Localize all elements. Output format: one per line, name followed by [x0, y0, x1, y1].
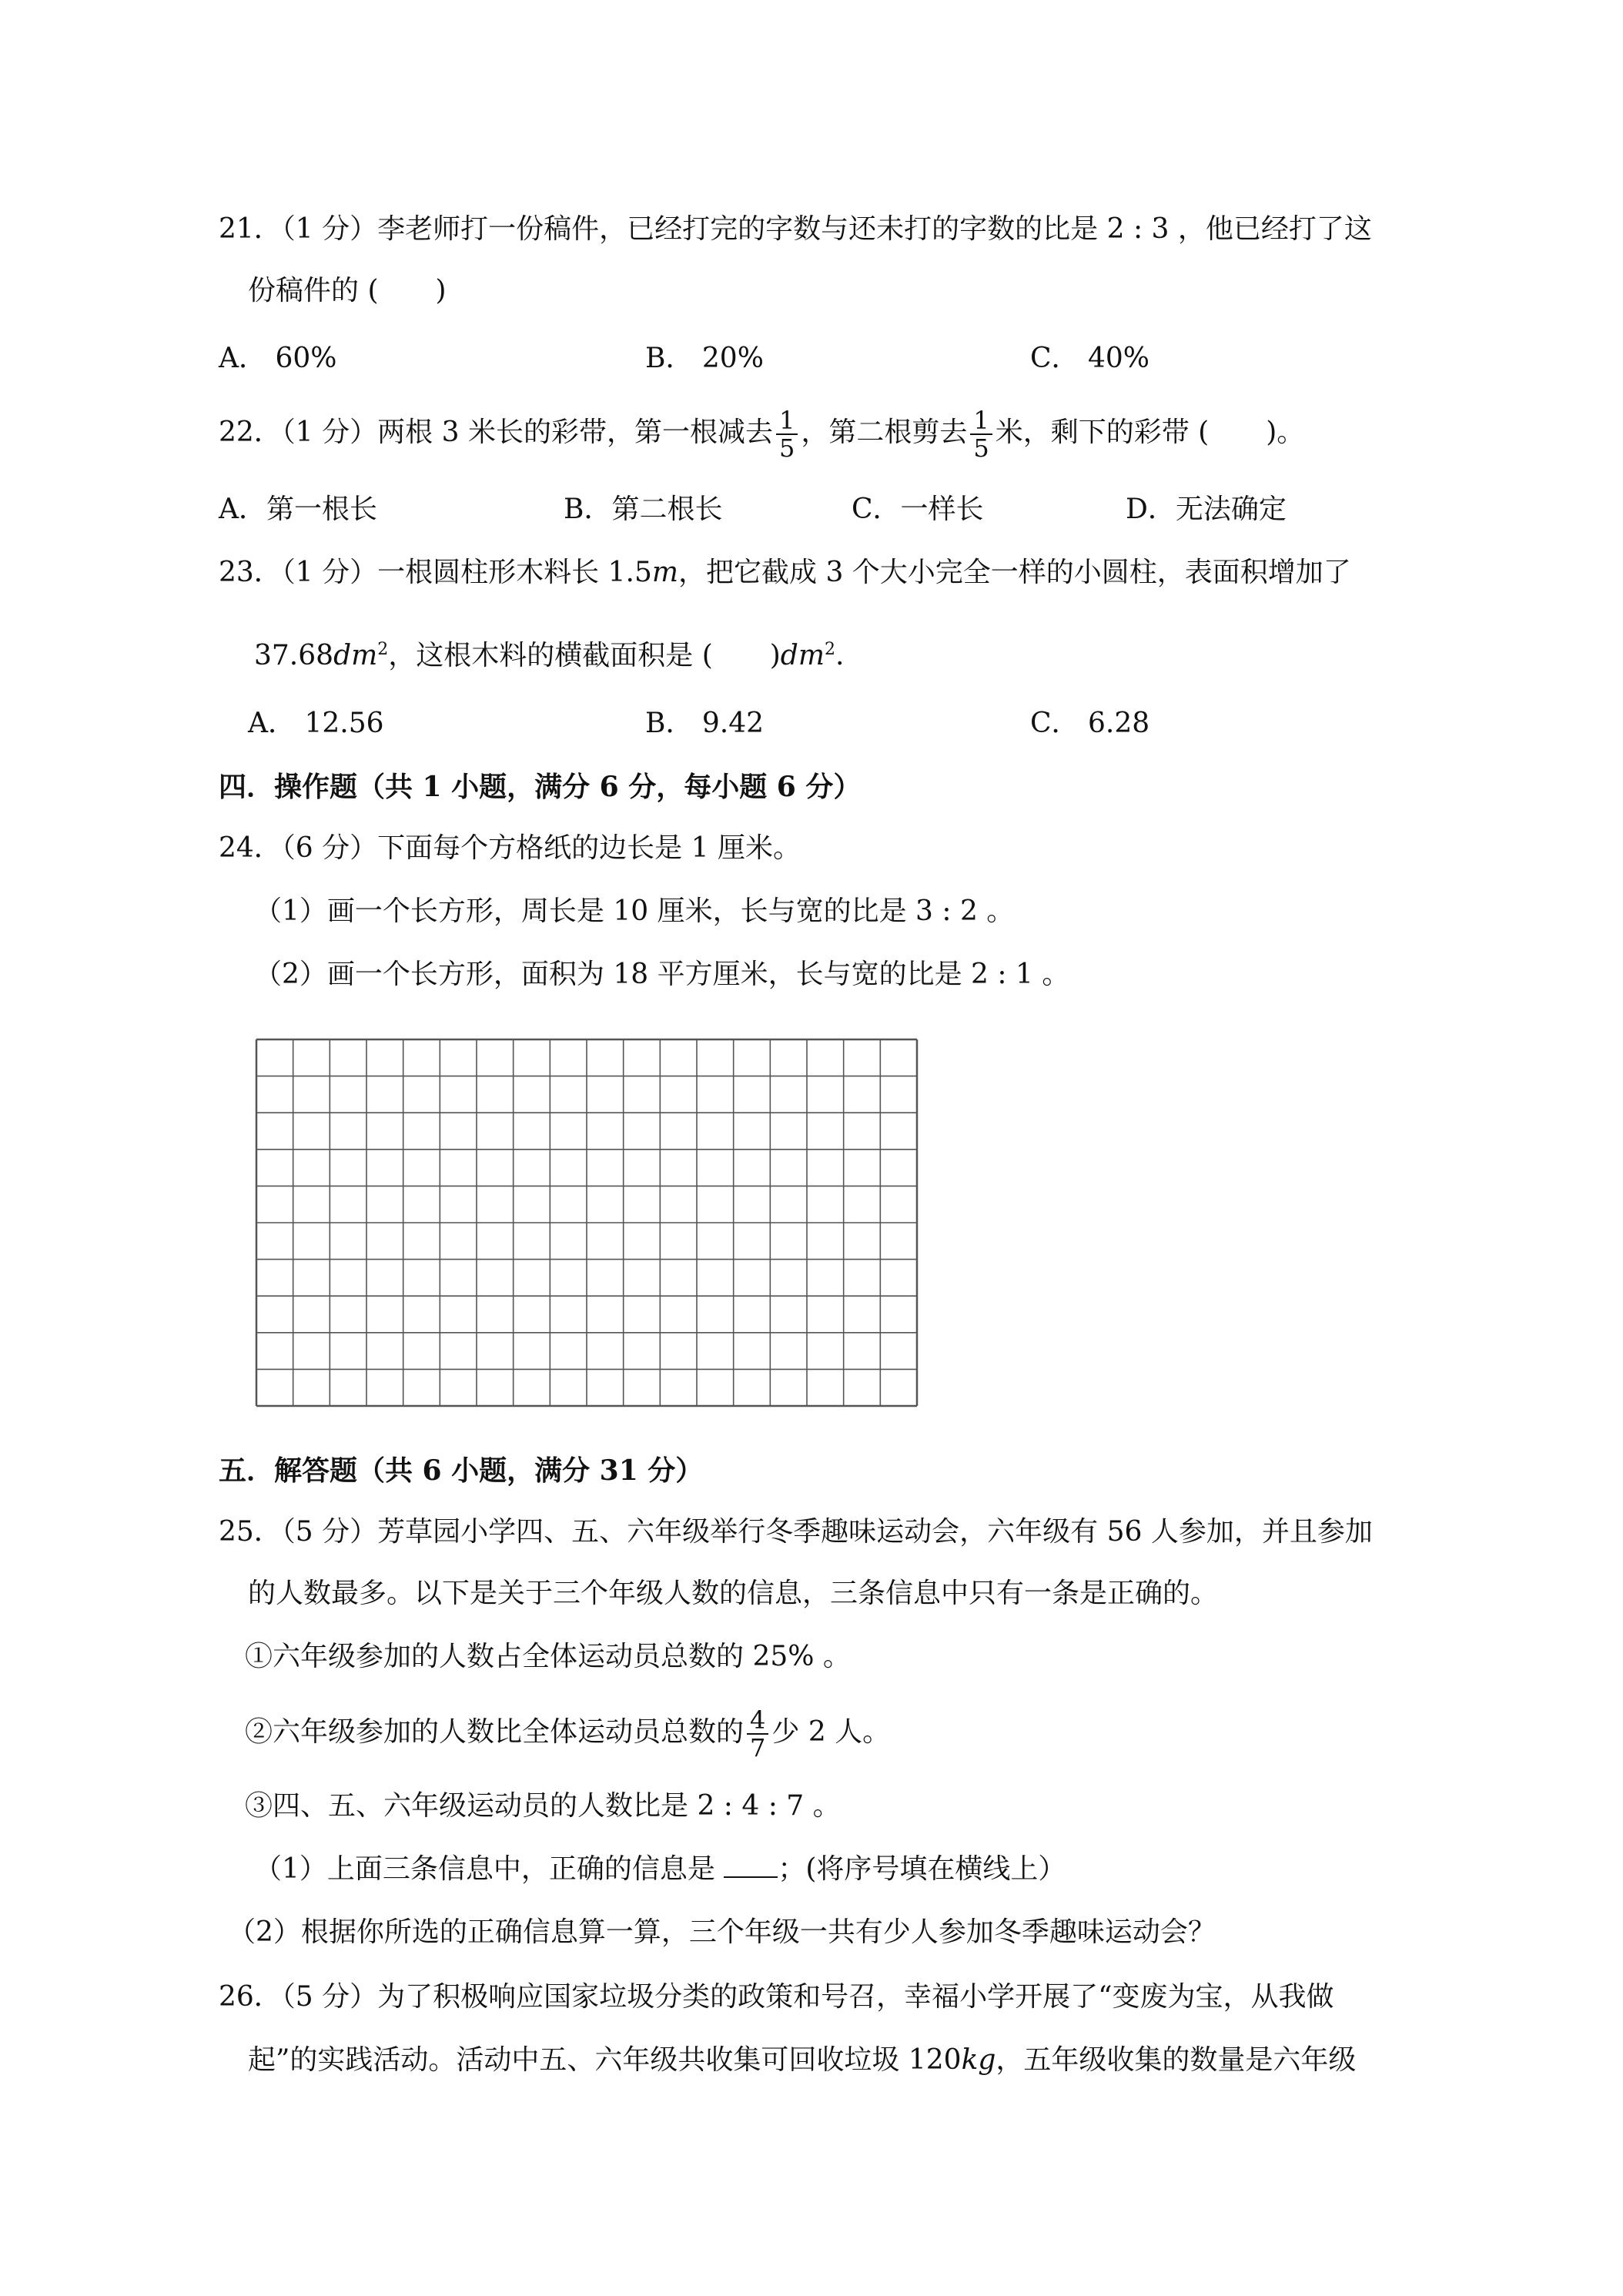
q26-line1: 26．（5 分）为了积极响应国家垃圾分类的政策和号召，幸福小学开展了“变废为宝，从我做 [219, 1981, 1334, 2013]
unit-dm: dm [333, 640, 378, 671]
q25-info2 [245, 1694, 890, 1771]
q23-period: . [835, 640, 845, 671]
q21-option-c: C． 40% [1030, 343, 1150, 374]
unit-kg: kg [961, 2044, 996, 2076]
q21-stem-end: 份稿件的 ( [248, 275, 379, 306]
q26-line2 [248, 2043, 1356, 2077]
q22-option-d: D．无法确定 [1126, 494, 1287, 525]
q23-option-a: A． 12.56 [248, 708, 384, 739]
q23-part1: 23．（1 分）一根圆柱形木料长 1.5 [219, 557, 652, 588]
answer-underline [724, 1853, 778, 1878]
fraction-one-fifth [776, 407, 798, 461]
q22-option-a: A．第一根长 [219, 494, 377, 525]
q23-part3: ，这根木料的横截面积是 ( [388, 640, 713, 671]
q24-sub1: （1）画一个长方形，周长是 10 厘米，长与宽的比是 3 : 2 。 [254, 895, 1015, 927]
q25-info2-part1: ②六年级参加的人数比全体运动员总数的 [245, 1716, 745, 1748]
q22-stem [219, 394, 1304, 471]
q25-sub1-hint: ；(将序号填在横线上） [778, 1853, 1066, 1885]
q21-option-a: A． 60% [219, 343, 337, 374]
q22-part3: 米，剩下的彩带 ( [995, 417, 1210, 448]
section-heading-solve: 五．解答题（共 6 小题，满分 31 分） [219, 1454, 704, 1487]
q25-sub1-text: （1）上面三条信息中，正确的信息是 [254, 1853, 715, 1885]
q23-area-value: 37.68 [254, 640, 334, 671]
fraction-one-fifth-meter [970, 407, 992, 461]
square-grid-paper [255, 1038, 919, 1407]
fraction-four-sevenths [747, 1707, 768, 1761]
q22-part4: )。 [1266, 417, 1305, 448]
q22-option-c: C．一样长 [852, 494, 984, 525]
q23-part2: ，把它截成 3 个大小完全一样的小圆柱，表面积增加了 [678, 557, 1351, 588]
q25-sub2: （2）根据你所选的正确信息算一算，三个年级一共有少人参加冬季趣味运动会？ [228, 1916, 1216, 1948]
q23-line2 [254, 633, 844, 673]
q23-paren-close: ) [769, 640, 781, 671]
q24-line1: 24．（6 分）下面每个方格纸的边长是 1 厘米。 [219, 832, 801, 864]
fraction-denominator: 5 [973, 433, 989, 463]
q25-info2-part2: 少 2 人。 [771, 1716, 891, 1748]
q22-option-b: B．第二根长 [564, 494, 723, 525]
q23-option-c: C． 6.28 [1030, 708, 1150, 739]
q25-line1: 25．（5 分）芳草园小学四、五、六年级举行冬季趣味运动会，六年级有 56 人参加，并且参加 [219, 1516, 1373, 1548]
q23-line1 [219, 556, 1351, 590]
q25-line2: 的人数最多。以下是关于三个年级人数的信息，三条信息中只有一条是正确的。 [248, 1578, 1219, 1609]
q25-sub1 [254, 1853, 1066, 1886]
q23-option-b: B． 9.42 [645, 708, 765, 739]
unit-exponent: 2 [377, 640, 389, 659]
unit-exponent: 2 [824, 640, 835, 659]
q25-info1: ①六年级参加的人数占全体运动员总数的 25% 。 [245, 1641, 851, 1672]
q21-line2 [248, 274, 447, 308]
q21-option-b: B． 20% [645, 343, 764, 374]
q24-sub2: （2）画一个长方形，面积为 18 平方厘米，长与宽的比是 2 : 1 。 [254, 959, 1070, 990]
fraction-numerator: 1 [970, 407, 992, 435]
q21-line1: 21．（1 分）李老师打一份稿件，已经打完的字数与还未打的字数的比是 2 : 3 ，他已经打了这 [219, 213, 1372, 245]
fraction-denominator: 7 [750, 1733, 766, 1762]
fraction-numerator: 4 [747, 1707, 768, 1735]
section-heading-operation: 四．操作题（共 1 小题，满分 6 分，每小题 6 分） [219, 771, 862, 803]
q21-paren-close: ) [435, 275, 447, 306]
q22-part1: 22．（1 分）两根 3 米长的彩带，第一根减去 [219, 417, 773, 448]
q25-info3: ③四、五、六年级运动员的人数比是 2 : 4 : 7 。 [245, 1790, 841, 1822]
q22-part2: ，第二根剪去 [801, 417, 968, 448]
fraction-denominator: 5 [778, 433, 795, 463]
unit-meter: m [651, 557, 678, 588]
q26-part2: ，五年级收集的数量是六年级 [996, 2044, 1357, 2076]
unit-dm: dm [780, 640, 825, 671]
q26-part1: 起”的实践活动。活动中五、六年级共收集可回收垃圾 120 [248, 2044, 962, 2076]
fraction-numerator: 1 [776, 407, 798, 435]
